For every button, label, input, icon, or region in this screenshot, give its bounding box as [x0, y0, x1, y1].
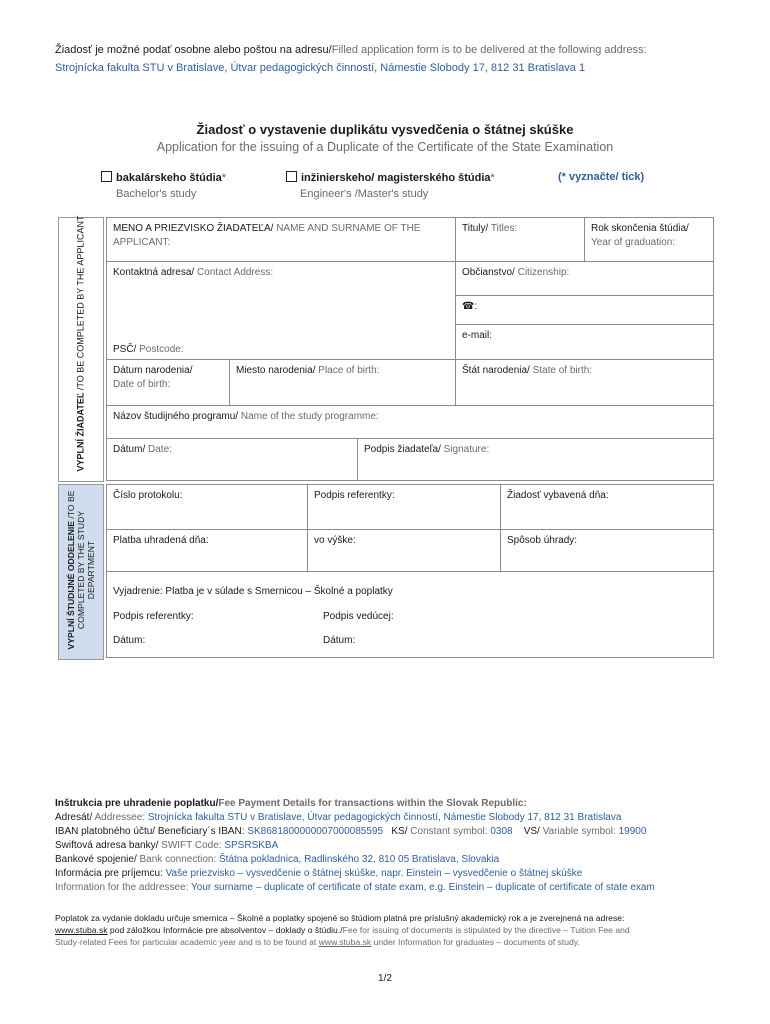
bank-label-sk: Bankové spojenie/	[55, 854, 137, 865]
protocol-number-field[interactable]	[106, 484, 308, 530]
footer-line-2-sk: pod záložkou Informácie pre absolventov – doklady o štúdiu./	[107, 925, 343, 935]
payment-method-field[interactable]	[500, 529, 714, 572]
postcode-field[interactable]	[113, 343, 184, 357]
department-side-label-sk: VYPLNÍ ŠTUDIJNÉ ODDELENIE	[66, 520, 76, 650]
graduation-label-en: Year of graduation:	[591, 237, 676, 248]
statement-block	[106, 571, 714, 658]
dob-label-sk: Dátum narodenia/	[113, 365, 193, 376]
applicant-name-label-en: NAME AND SURNAME OF THE APPLICANT:	[113, 223, 421, 248]
addressee-line	[55, 812, 621, 823]
applicant-signature-field[interactable]	[357, 438, 714, 481]
bank-line	[55, 854, 499, 865]
amount-label: vo výške:	[314, 535, 356, 546]
vs-label-sk: VS/	[523, 826, 540, 837]
request-done-label: Žiadosť vybavená dňa:	[507, 490, 609, 501]
addressee-label-sk: Adresát/	[55, 812, 93, 823]
statement-text: Vyjadrenie: Platba je v súlade s Smernicou – Školné a poplatky	[113, 586, 393, 597]
addressee-value: Strojnícka fakulta STU v Bratislave, Útvar pedagogických činností, Námestie Slobody 17, 812 31 Bratislava	[147, 812, 622, 823]
pob-label-en: Place of birth:	[318, 365, 380, 376]
engineer-star: *	[490, 172, 495, 184]
citizenship-label-sk: Občianstvo/	[462, 267, 515, 278]
department-side-panel	[58, 484, 104, 660]
study-programme-field[interactable]	[106, 405, 714, 439]
state-of-birth-field[interactable]	[455, 359, 714, 406]
request-done-date-field[interactable]	[500, 484, 714, 530]
ks-label-en: Constant symbol:	[410, 826, 488, 837]
delivery-note-en: Filled application form is to be delivered at the following address:	[331, 44, 647, 56]
payment-instructions-heading	[55, 798, 527, 809]
programme-label-sk: Názov študijného programu/	[113, 411, 239, 422]
iban-label: IBAN platobného účtu/ Beneficiary´s IBAN:	[55, 826, 245, 837]
instructions-heading-en: Fee Payment Details for transactions within the Slovak Republic:	[218, 798, 527, 809]
pob-label-sk: Miesto narodenia/	[236, 365, 316, 376]
vs-label-en: Variable symbol:	[542, 826, 616, 837]
postcode-label-en: Postcode:	[139, 344, 184, 355]
department-date-1[interactable]: Dátum:	[113, 635, 146, 646]
footer-line-2-en: Fee for issuing of documents is stipulated by the directive – Tuition Fee and	[342, 925, 630, 935]
page-subtitle: Application for the issuing of a Duplicate of the Certificate of the State Examination	[156, 140, 614, 154]
contact-address-label-sk: Kontaktná adresa/	[113, 267, 195, 278]
date-of-birth-field[interactable]	[106, 359, 230, 406]
signature-label-sk: Podpis žiadateľa/	[364, 444, 441, 455]
referent-signature-label: Podpis referentky:	[314, 490, 395, 501]
engineer-checkbox[interactable]	[286, 171, 297, 182]
tick-note: (* vyznačte/ tick)	[558, 171, 645, 183]
phone-icon: ☎:	[462, 301, 478, 312]
page-title: Žiadosť o vystavenie duplikátu vysvedčenia o štátnej skúške	[196, 122, 574, 137]
bachelor-label-en: Bachelor's study	[116, 188, 197, 200]
postcode-label-sk: PSČ/	[113, 344, 137, 355]
signature-label-en: Signature:	[443, 444, 490, 455]
swift-label-en: SWIFT Code:	[161, 840, 222, 851]
titles-label-sk: Tituly/	[462, 223, 489, 234]
addressee-label-en: Addressee:	[94, 812, 146, 823]
applicant-side-label	[76, 214, 87, 474]
citizenship-field[interactable]	[455, 261, 714, 296]
bachelor-checkbox[interactable]	[101, 171, 112, 182]
footer-line-3-en: Study-related Fees for particular academic year and is to be found at	[55, 937, 319, 947]
amount-field[interactable]	[307, 529, 501, 572]
graduation-label-sk: Rok skončenia štúdia/	[591, 223, 689, 234]
application-date-field[interactable]	[106, 438, 358, 481]
engineer-label-sk: inžinierskeho/ magisterského štúdia	[301, 172, 491, 184]
page-number: 1/2	[378, 973, 392, 984]
applicant-side-panel	[58, 217, 104, 482]
bachelor-option[interactable]	[101, 171, 226, 184]
info-sk-line	[55, 868, 582, 879]
applicant-side-label-sk: VYPLNÍ ŽIADATEĽ	[75, 392, 86, 472]
referent-signature-2[interactable]: Podpis referentky:	[113, 611, 194, 622]
sob-label-sk: Štát narodenia/	[462, 365, 530, 376]
vs-value: 19900	[618, 826, 647, 837]
footer-line-1: Poplatok za vydanie dokladu určuje smernica – Školné a poplatky spojené so štúdiom platná pre príslušný akademický rok a je zverejnená na adrese:	[55, 913, 625, 923]
applicant-name-field[interactable]	[106, 217, 456, 262]
graduation-year-field[interactable]	[584, 217, 714, 262]
info-value-sk: Vaše priezvisko – vysvedčenie o štátnej skúške, napr. Einstein – vysvedčenie o štátnej skúške	[165, 868, 583, 879]
iban-value: SK8681800000007000085595	[247, 826, 384, 837]
date-label-en: Date:	[148, 444, 172, 455]
footer-line-3	[55, 937, 580, 947]
email-label: e-mail:	[462, 330, 493, 341]
bachelor-star: *	[221, 172, 227, 184]
swift-line	[55, 840, 278, 851]
footer-line-3-end: under Information for graduates – documents of study.	[371, 937, 580, 947]
swift-value: SPSRSKBA	[224, 840, 279, 851]
applicant-name-label-sk: MENO A PRIEZVISKO ŽIADATEĽA/	[113, 223, 274, 234]
info-label-en: Information for the addressee:	[55, 882, 189, 893]
sob-label-en: State of birth:	[532, 365, 593, 376]
protocol-label: Číslo protokolu:	[113, 490, 183, 501]
engineer-label-en: Engineer's /Master's study	[300, 188, 429, 200]
info-en-line	[55, 882, 655, 893]
footer-link-2[interactable]: www.stuba.sk	[318, 937, 372, 947]
bank-label-en: Bank connection:	[139, 854, 217, 865]
instructions-heading-sk: Inštrukcia pre uhradenie poplatku/	[55, 798, 219, 809]
programme-label-en: Name of the study programme:	[240, 411, 379, 422]
place-of-birth-field[interactable]	[229, 359, 456, 406]
engineer-option[interactable]	[286, 171, 495, 184]
department-date-2[interactable]: Dátum:	[323, 635, 356, 646]
ks-value: 0308	[490, 826, 513, 837]
payment-date-label: Platba uhradená dňa:	[113, 535, 209, 546]
footer-link-1[interactable]: www.stuba.sk	[55, 925, 108, 935]
citizenship-label-en: Citizenship:	[517, 267, 570, 278]
contact-address-label-en: Contact Address:	[196, 267, 274, 278]
referent-signature-field[interactable]	[307, 484, 501, 530]
payment-date-field[interactable]	[106, 529, 308, 572]
date-label-sk: Dátum/	[113, 444, 146, 455]
swift-label-sk: Swiftová adresa banky/	[55, 840, 159, 851]
delivery-address: Strojnícka fakulta STU v Bratislave, Útvar pedagogických činností, Námestie Slobody 17, 812 31 Bratislava 1	[55, 62, 586, 74]
delivery-note	[55, 44, 647, 56]
titles-label-en: Titles:	[490, 223, 518, 234]
bank-value: Štátna pokladnica, Radlinského 32, 810 05 Bratislava, Slovakia	[219, 854, 500, 865]
department-side-label-en: /TO BE COMPLETED BY THE STUDY DEPARTMENT	[66, 490, 96, 630]
info-value-en: Your surname – duplicate of certificate of state exam, e.g. Einstein – duplicate of certificate of state exam	[191, 882, 655, 893]
info-label-sk: Informácia pre príjemcu:	[55, 868, 163, 879]
contact-address-field[interactable]	[106, 261, 456, 360]
phone-field[interactable]	[455, 295, 714, 325]
delivery-note-sk: Žiadosť je možné podať osobne alebo poštou na adresu/	[55, 44, 332, 56]
iban-line	[55, 826, 646, 837]
applicant-side-label-en: /TO BE COMPLETED BY THE APPLICANT	[75, 215, 86, 391]
email-field[interactable]	[455, 324, 714, 360]
head-signature[interactable]: Podpis vedúcej:	[323, 611, 394, 622]
footer-line-2	[55, 925, 630, 935]
dob-label-en: Date of birth:	[113, 379, 171, 390]
department-side-label	[66, 482, 96, 658]
titles-field[interactable]	[455, 217, 585, 262]
bachelor-label-sk: bakalárskeho štúdia	[116, 172, 222, 184]
payment-method-label: Spôsob úhrady:	[507, 535, 578, 546]
ks-label-sk: KS/	[391, 826, 408, 837]
